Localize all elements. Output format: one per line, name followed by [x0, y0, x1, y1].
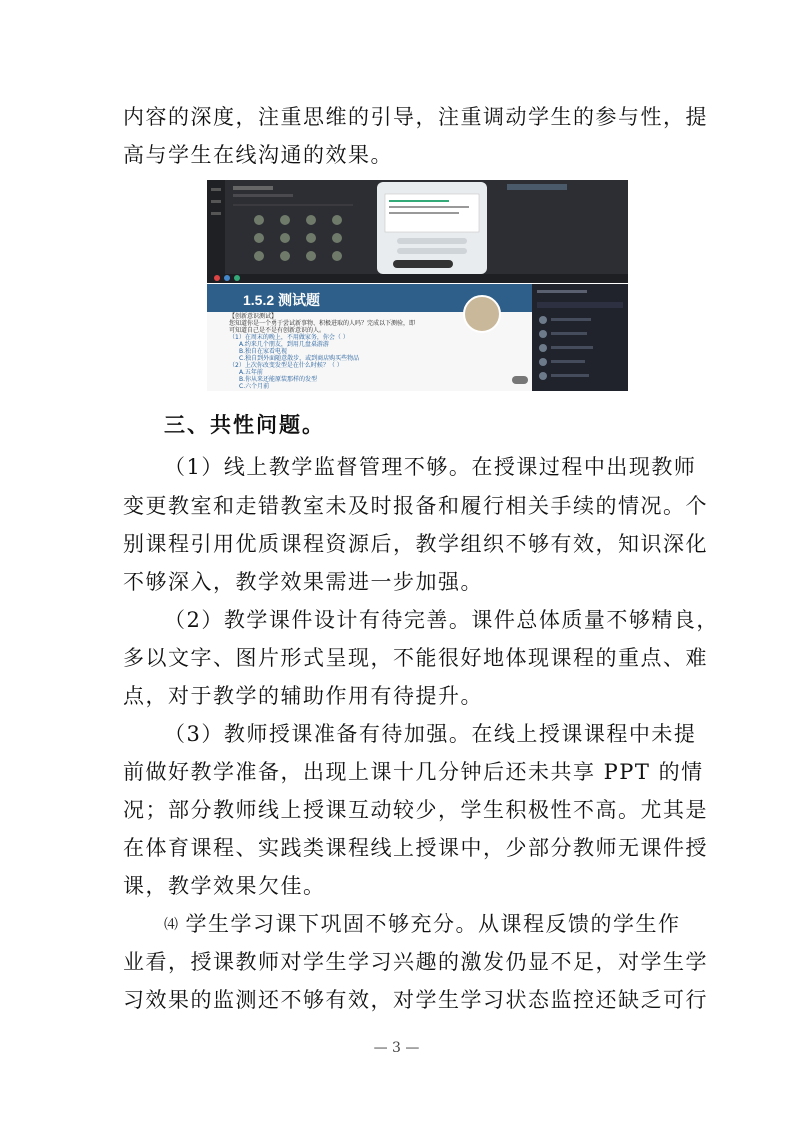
body-line: 多以文字、图片形式呈现，不能很好地体现课程的重点、难 — [123, 646, 708, 670]
slide-line: 可知道自己是不是有创新意识的人。 — [229, 327, 326, 334]
paragraph-4-first-line — [164, 910, 681, 939]
slide-line: 您知道你是一个勇于尝试新事物、积极进取的人吗？完成以下测验，即 — [229, 320, 416, 327]
slide-line: B.你从来还能原装那样的发型 — [239, 376, 318, 383]
paragraph-label: ⑷ — [164, 917, 180, 933]
paragraph-2-first-line — [164, 606, 719, 634]
body-line: 内容的深度，注重思维的引导，注重调动学生的参与性，提 — [123, 105, 708, 129]
slide-line: B.独自在家看电视 — [239, 348, 288, 355]
meeting-screenshot — [207, 180, 628, 283]
body-line: 课，教学效果欠佳。 — [123, 874, 326, 898]
body-line: 业看，授课教师对学生学习兴趣的激发仍显不足，对学生学 — [123, 950, 708, 974]
paragraph-text: 线上教学监督管理不够。在授课过程中出现教师 — [223, 455, 697, 479]
slide-line: A.五年前 — [239, 369, 263, 376]
paragraph-text: 学生学习课下巩固不够充分。从课程反馈的学生作 — [185, 912, 681, 936]
slide-line: A.约来几个朋友，到用几盘桌游游 — [239, 341, 329, 348]
slide-title: 1.5.2 测试题 — [243, 292, 321, 308]
paragraph-3-first-line — [164, 720, 696, 748]
page-number: — 3 — — [373, 1040, 420, 1056]
slide-screenshot — [207, 284, 628, 391]
paragraph-label: （1） — [164, 455, 224, 479]
paragraph-label: （2） — [164, 608, 224, 632]
slide-line: （2）上次你改变发型是在什么时候？（ ） — [229, 362, 343, 369]
body-line: 不够深入，教学效果需进一步加强。 — [123, 570, 483, 594]
body-line: 况；部分教师线上授课互动较少，学生积极性不高。尤其是 — [123, 798, 708, 822]
body-line: 点，对于教学的辅助作用有待提升。 — [123, 684, 483, 708]
slide-line: （1）在周末的晚上，不用做家务，你会（ ） — [229, 334, 349, 341]
body-line: 在体育课程、实践类课程线上授课中，少部分教师无课件授 — [123, 836, 708, 860]
body-line: 前做好教学准备，出现上课十几分钟后还未共享 PPT 的情 — [123, 760, 704, 784]
slide-line: C.独自到外面随意散步，或到商店购买些物品 — [239, 355, 360, 362]
body-line: 习效果的监测还不够有效，对学生学习状态监控还缺乏可行 — [123, 988, 708, 1012]
paragraph-label: （3） — [164, 722, 224, 746]
slide-line: 【创新意识测试】 — [229, 313, 278, 320]
body-line: 变更教室和走错教室未及时报备和履行相关手续的情况。个 — [123, 494, 708, 518]
slide-body — [229, 313, 415, 390]
slide-line: C.六个月前 — [239, 383, 270, 390]
paragraph-1-first-line — [164, 453, 696, 481]
meeting-screenshot-graphic — [207, 180, 628, 283]
paragraph-text: 教师授课准备有待加强。在线上授课课程中未提 — [223, 722, 697, 746]
body-line: 别课程引用优质课程资源后，教学组织不够有效，知识深化 — [123, 532, 708, 556]
section-heading: 三、共性问题。 — [164, 412, 325, 437]
paragraph-text: 教学课件设计有待完善。课件总体质量不够精良， — [223, 608, 719, 632]
body-line: 高与学生在线沟通的效果。 — [123, 143, 393, 167]
